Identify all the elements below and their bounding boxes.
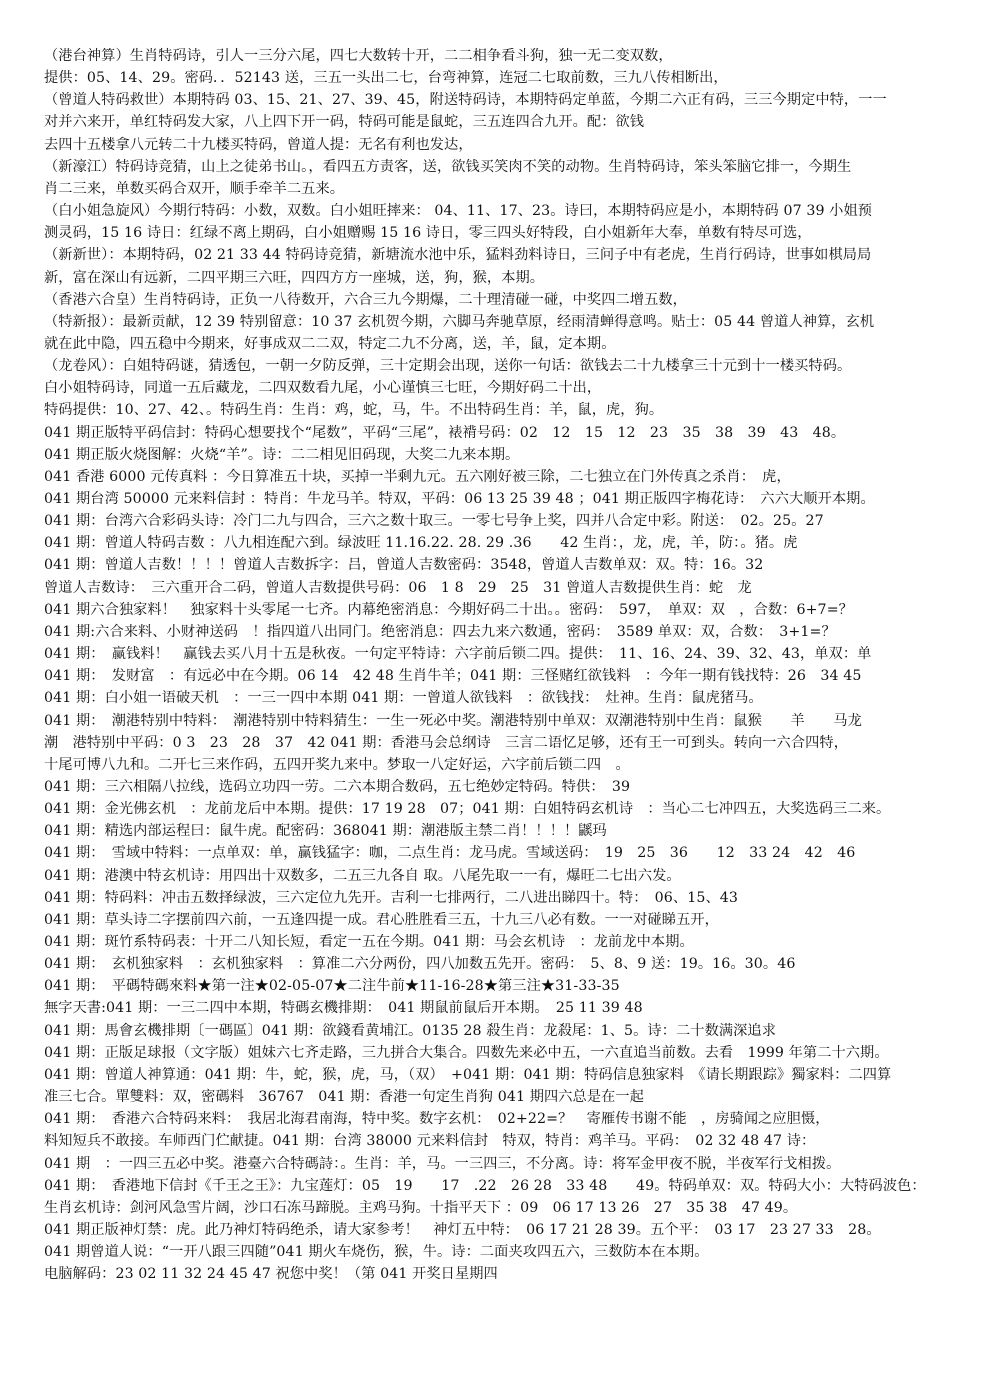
text-line: 提供：05、14、29。密码．．52143 送，三五一头出二七，台弯神算，连冠二七取前数，三九八传相断出，	[44, 70, 728, 87]
text-line: 041 期： 玄机独家料 ：玄机独家料 ：算准二六分两份，四八加数五先开。密码： 5、8、9 送：19。16。30。46	[44, 956, 796, 973]
text-line: （新新世）：本期特码，02 21 33 44 特码诗竞猜，新塘流水池中乐，猛料劲料诗日，三问子中有老虎，生肖行码诗，世事如棋局局	[44, 247, 872, 264]
text-line: 准三七合。單雙料：双，密碼料 36767 041 期：香港一句定生肖狗 041 期四六总是在一起	[44, 1089, 644, 1106]
text-line: 041 期： 香港地下信封《千王之王》：九宝莲灯：05 19 17 .22 26 28 33 48 49。特码单双：双。特码大小：大特码波色：	[44, 1177, 926, 1194]
text-line: 041 期六合独家料！ 独家料十头零尾一七齐。内幕绝密消息：今期好码二十出。。密码： 597， 单双：双 ，合数：6+7=？	[44, 601, 853, 618]
text-line: 041 期：港澳中特玄机诗：用四出十双数多，二五三九各自 取。八尾先取一一有，爆旺二七出六发。	[44, 867, 681, 884]
text-line: 041 期曾道人说：“一开八跟三四随”041 期火车烧伤，猴，牛。诗：二面夹攻四五六，三数防本在本期。	[44, 1244, 709, 1261]
text-line: 041 期:六合来料、小财神送码 ！指四道八出同门。绝密消息：四去九来六数通，密码： 3589 单双：双，合数： 3+1=？	[44, 623, 836, 640]
text-line: 041 期：曾道人吉数！！！！曾道人吉数拆字：吕，曾道人吉数密码：3548，曾道人吉数单双：双。特：16。32	[44, 557, 764, 574]
text-line: 特码提供：10、27、42、。特码生肖：生肖：鸡，蛇，马，牛。不出特码生肖：羊，鼠，虎，狗。	[44, 402, 664, 419]
text-line: 曾道人吉数诗： 三六重开合二码，曾道人吉数提供号码：06 1 8 29 25 31 曾道人吉数提供生肖：蛇 龙	[44, 579, 752, 596]
text-line: 041 期： 发财富 ：有远必中在今期。06 14 42 48 生肖牛羊；041 期：三怪赌红欲钱料 ：今年一期有钱找特：26 34 45	[44, 668, 862, 685]
text-line: 十尾可博八九和。二开七三来作码，五四开奖九来中。梦取一八定好运，六字前后锁二四 。	[44, 756, 630, 773]
text-line: 041 期正版特平码信封：特码心想要找个“尾数”，平码“三尾”，裱褙号码：02 12 15 12 23 35 38 39 43 48。	[44, 424, 846, 441]
text-line: 041 期： 潮港特别中特料： 潮港特别中特料猜生：一生一死必中奖。潮港特别中单双：双潮港特别中生肖：鼠猴 羊 马龙	[44, 712, 862, 729]
text-line: 041 期正版火烧图解：火烧“羊”。诗：二二相见旧码现，大奖二九来本期。	[44, 446, 520, 463]
text-line: 041 期：台湾六合彩码头诗：冷门二九与四合，三六之数十取三。一零七号争上奖，四并八合定中彩。附送： 02。25。27	[44, 513, 824, 530]
text-line: （龙卷风）：白姐特码谜，猜透包，一朝一夕防反弹，三十定期会出现，送你一句话：欲钱去二十九楼拿三十元到十一楼买特码。	[44, 358, 852, 375]
text-line: 041 期：精选内部运程曰：鼠牛虎。配密码：368041 期：潮港版主禁二肖！！！！鼷玛	[44, 823, 607, 840]
text-line: 041 期： 赢钱料！ 赢钱去买八月十五是秋夜。一句定平特诗：六字前后锁二四。提供： 11、16、24、39、32、43，单双：单	[44, 646, 872, 663]
text-line: 041 期：特码料：冲击五数择绿波，三六定位九先开。吉利一七排两行，二八进出睇四十。特： 06、15、43	[44, 889, 739, 906]
text-line: 料知短兵不敢接。车师西门伫献捷。041 期：台湾 38000 元来料信封 特双，特肖：鸡羊马。平码： 02 32 48 47 诗：	[44, 1133, 816, 1150]
text-line: 041 期：正版足球报（文字版）姐妹六七齐走路，三九拼合大集合。四数先来必中五，一六直追当前数。去看 1999 年第二十六期。	[44, 1044, 889, 1061]
text-line: 去四十五楼拿八元转二十九楼买特码，曾道人提：无名有利也发达，	[44, 136, 473, 153]
text-line: 对并六来开，单红特码发大家，八上四下开一码，特码可能是鼠蛇，三五连四合九开。配：欲钱	[44, 114, 645, 131]
text-line: 041 期正版神灯禁：虎。此乃神灯特码绝杀，请大家参考！ 神灯五中特： 06 17 21 28 39。五个平： 03 17 23 27 33 28。	[44, 1221, 881, 1238]
text-line: 041 期：金光佛玄机 ：龙前龙后中本期。提供：17 19 28 07；041 期：白姐特码玄机诗 ：当心二七冲四五，大奖选码三二来。	[44, 801, 891, 818]
text-line: （香港六合皇）生肖特码诗，正负一八待数开，六合三九今期爆，二十理清碰一碰，中奖四二增五数，	[44, 291, 687, 308]
text-line: （港台神算）生肖特码诗，引人一三分六尾，四七大数转十开，二二相争看斗狗，独一无二变双数，	[44, 48, 673, 64]
text-line: 041 期：斑竹系特码表：十开二八知长短，看定一五在今期。041 期：马会玄机诗 ：龙前龙中本期。	[44, 934, 694, 950]
text-line: 041 期台湾 50000 元来料信封 ：特肖：牛龙马羊。特双，平码：06 13 25 39 48 ；041 期正版四字梅花诗： 六六大顺开本期。	[44, 491, 875, 507]
text-line: 测灵码，15 16 诗日：红绿不离上期码，白小姐赠赐 15 16 诗日，零三四头好特段，白小姐新年大奉，单数有特尽可选，	[44, 225, 812, 242]
text-line: 無字天書:041 期：一三二四中本期，特碼玄機排期： 041 期鼠前鼠后开本期。 25 11 39 48	[44, 1000, 643, 1017]
text-line: 新，富在深山有远新，二四平期三六旺，四四方方一座城，送，狗，猴，本期。	[44, 269, 545, 286]
text-line: 生肖玄机诗：剑河风急雪片阔，沙口石冻马蹄脱。主鸡马狗。十指平天下 ：09 06 17 13 26 27 35 38 47 49。	[44, 1199, 798, 1216]
text-line: 041 期： 香港六合特码来料： 我居北海君南海，特中奖。数字玄机： 02+22=？ 寄雁传书谢不能 ，房骑闻之应胆慑，	[44, 1111, 830, 1128]
text-line: 041 期：曾道人神算通：041 期：牛，蛇，猴，虎，马，（双） +041 期：041 期：特码信息独家料 《请长期跟踪》獨家料：二四算	[44, 1066, 892, 1083]
text-line: 白小姐特码诗，同道一五后藏龙，二四双数看九尾，小心谨慎三七旺，今期好码二十出，	[44, 380, 602, 397]
text-line: （曾道人特码救世）本期特码 03、15、21、27、39、45，附送特码诗，本期特码定单蓝，今期二六正有码，三三今期定中特，一一	[44, 92, 887, 109]
text-line: 电脑解码：23 02 11 32 24 45 47 祝您中奖！（第 041 开奖日星期四	[44, 1266, 498, 1283]
text-line: （白小姐急旋风）今期行特码：小数，双数。白小姐旺摔来： 04、11、17、23。诗曰，本期特码应是小，本期特码 07 39 小姐预	[44, 203, 873, 220]
text-line: 041 期 ：一四三五必中奖。港臺六合特碼詩：。生肖：羊，马。一三四三，不分离。诗：将军金甲夜不脱，半夜军行戈相拨。	[44, 1155, 841, 1172]
text-line: 041 期：馬會玄機排期〔一碼區〕041 期：欲錢看黄埔江。0135 28 殺生肖：龙殺尾：1、5。诗：二十数满深追求	[44, 1022, 777, 1039]
text-line: 041 期：曾道人特码吉数 ：八九相连配六到。绿波旺 11.16.22. 28. 29 .36 42 生肖：，龙，虎，羊，防：。猪。虎	[44, 535, 798, 552]
text-line: （新濠江）特码诗竞猜，山上之徒弟书山。，看四五方责客，送，欲钱买笑肉不笑的动物。生肖特码诗，笨头笨脑它排一，今期生	[44, 158, 852, 175]
text-line: （特新报）：最新贡献，12 39 特别留意：10 37 玄机贺今期，六脚马奔驰草原，经雨清蝉得意鸣。贴士：05 44 曾道人神算，玄机	[44, 313, 875, 330]
text-line: 041 香港 6000 元传真料 ：今日算准五十块，买掉一半剩九元。五六刚好被三除，二七独立在门外传真之杀肖： 虎，	[44, 468, 791, 485]
text-line: 041 期： 平碼特碼來料★第一注★02-05-07★二注牛前★11-16-28★第三注★31-33-35	[44, 978, 620, 995]
text-line: 潮 港特别中平码：0 3 23 28 37 42 041 期：香港马会总纲诗 三言二语忆足够，还有王一可到头。转向一六合四特，	[44, 734, 848, 751]
text-line: 041 期：白小姐一语破天机 ：一三一四中本期 041 期：一曾道人欲钱料 ：欲钱找： 灶神。生肖：鼠虎猪马。	[44, 690, 763, 707]
text-line: 041 期： 雪域中特料：一点单双：单，赢钱猛字：咖，二点生肖：龙马虎。雪域送码： 19 25 36 12 33 24 42 46	[44, 845, 856, 862]
text-line: 041 期：三六相隔八拉线，选码立功四一劳。二六本期合数码，五七绝妙定特码。特供： 39	[44, 778, 631, 795]
text-line: 041 期：草头诗二字摆前四六前，一五逢四提一成。君心胜胜看三五，十九三八必有数。一一对碰睇五开，	[44, 911, 719, 928]
text-line: 肖二三来，单数买码合双开，顺手牵羊二五来。	[44, 180, 345, 197]
text-line: 就在此中隐，四五稳中今期来，好事成双二二双，特定二九不分离，送，羊，鼠，定本期。	[44, 335, 616, 352]
